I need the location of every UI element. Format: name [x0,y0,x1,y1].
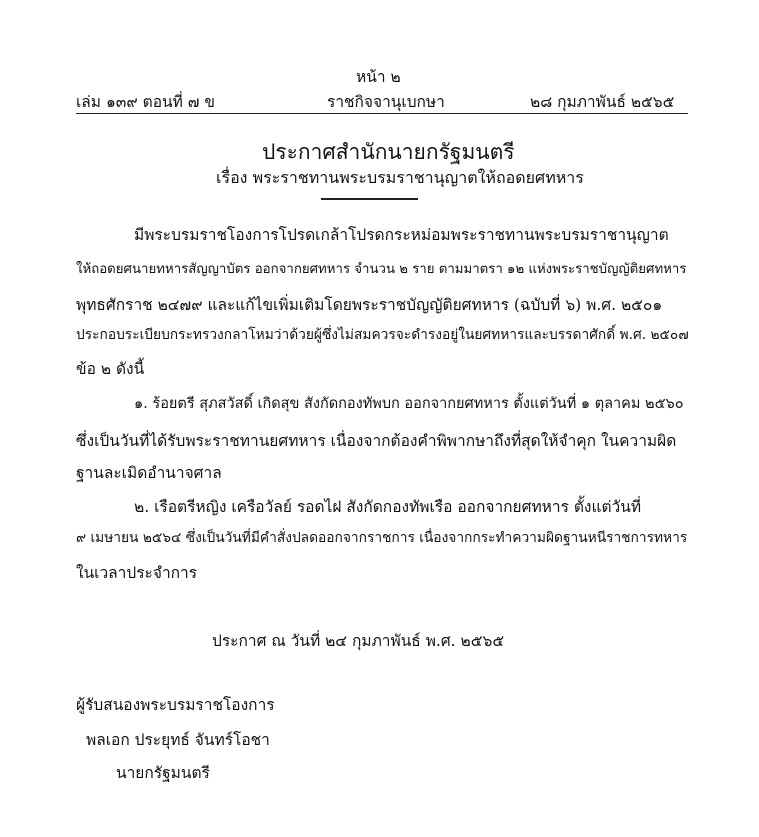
item-2-line-2: ๙ เมษายน ๒๕๖๔ ซึ่งเป็นวันที่มีคำสั่งปลดออกจากราชการ เนื่องจากกระทำความผิดฐานหนีราชการทหาร [76,530,688,546]
intro-line-3: พุทธศักราช ๒๔๗๙ และแก้ไขเพิ่มเติมโดยพระราชบัญญัติยศทหาร (ฉบับที่ ๖) พ.ศ. ๒๕๐๑ [76,296,663,314]
page-number: หน้า ๒ [356,68,401,86]
item-2-line-3: ในเวลาประจำการ [76,564,198,582]
title-underline [321,198,418,200]
intro-line-4: ประกอบระเบียบกระทรวงกลาโหมว่าด้วยผู้ซึ่งไม่สมควรจะดำรงอยู่ในยศทหารและบรรดาศักดิ์ พ.ศ. ๒๕๐๗ [76,327,689,343]
publication-date: ๒๘ กุมภาพันธ์ ๒๕๖๕ [530,93,675,111]
intro-line-1 [134,222,690,247]
publication-name: ราชกิจจานุเบกษา [327,93,445,111]
intro-line-2: ให้ถอดยศนายทหารสัญญาบัตร ออกจากยศทหาร จำนวน ๒ ราย ตามมาตรา ๑๒ แห่งพระราชบัญญัติยศทหาร [76,262,687,277]
document-subject: เรื่อง พระราชทานพระบรมราชานุญาตให้ถอดยศทหาร [216,168,584,187]
volume-issue: เล่ม ๑๓๙ ตอนที่ ๗ ข [76,93,215,111]
intro-line-1-text: มีพระบรมราชโองการโปรดเกล้าโปรดกระหม่อมพระราชทานพระบรมราชานุญาต [134,226,669,244]
item-1-line-3: ฐานละเมิดอำนาจศาล [76,464,222,482]
item-1-line-2: ซึ่งเป็นวันที่ได้รับพระราชทานยศทหาร เนื่องจากต้องคำพิพากษาถึงที่สุดให้จำคุก ในความผิด [76,432,677,450]
document-title: ประกาศสำนักนายกรัฐมนตรี [262,140,515,164]
item-1-line-1: ๑. ร้อยตรี สุภสวัสดิ์ เกิดสุข สังกัดกองทัพบก ออกจากยศทหาร ตั้งแต่วันที่ ๑ ตุลาคม ๒๕๖๐ [134,396,684,412]
announcement-date: ประกาศ ณ วันที่ ๒๔ กุมภาพันธ์ พ.ศ. ๒๕๖๕ [212,632,505,650]
countersign-label: ผู้รับสนองพระบรมราชโองการ [76,696,275,714]
intro-line-5: ข้อ ๒ ดังนี้ [76,360,145,378]
item-2-line-1: ๒. เรือตรีหญิง เครือวัลย์ รอดไฝ สังกัดกองทัพเรือ ออกจากยศทหาร ตั้งแต่วันที่ [134,498,642,516]
signatory-position: นายกรัฐมนตรี [116,764,210,782]
header-divider [76,113,688,114]
signatory-name: พลเอก ประยุทธ์ จันทร์โอชา [86,731,270,749]
